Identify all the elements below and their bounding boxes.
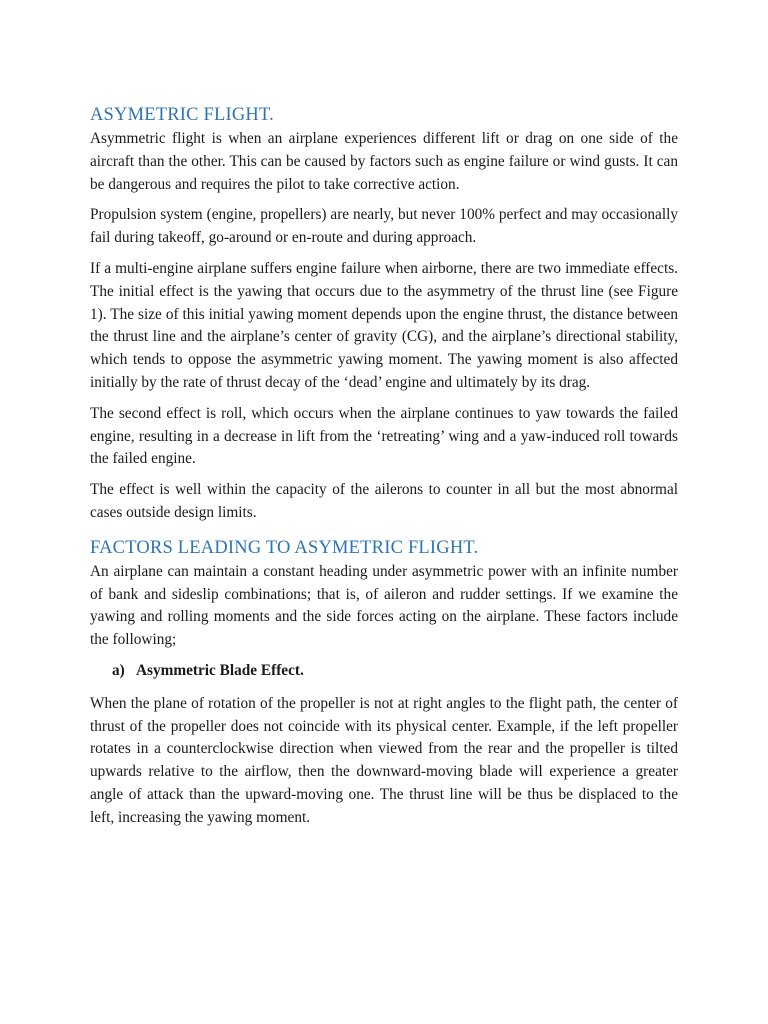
subheading-text: Asymmetric Blade Effect. [136, 661, 304, 679]
section-heading-factors: FACTORS LEADING TO ASYMETRIC FLIGHT. [90, 537, 479, 558]
paragraph: When the plane of rotation of the propeller is not at right angles to the flight path, the center of thrust of the propeller does not coincide with its physical center. Example, if the left propeller rotates in a counterclockwise direction when viewed from the rear and the propeller is tilted upwards relative to the airflow, then the downward-moving blade will experience a greater angle of attack than the upward-moving one. The thrust line will be thus be displaced to the left, increasing the yawing moment. [90, 694, 678, 826]
subheading-asymmetric-blade-effect [90, 660, 678, 683]
paragraph: Asymmetric flight is when an airplane experiences different lift or drag on one side of the aircraft than the other. This can be caused by factors such as engine failure or wind gusts. It can be dangerous and requires the pilot to take corrective action. [90, 130, 678, 193]
section-heading-asymmetric-flight: ASYMETRIC FLIGHT. [90, 105, 274, 125]
paragraph: The second effect is roll, which occurs when the airplane continues to yaw towards the failed engine, resulting in a decrease in lift from the ‘retreating’ wing and a yaw-induced roll towards the failed engine. [90, 404, 678, 468]
list-marker: a) [112, 661, 125, 679]
document-page [90, 104, 678, 838]
paragraph: The effect is well within the capacity of the ailerons to counter in all but the most abnormal cases outside design limits. [90, 481, 678, 521]
paragraph: If a multi-engine airplane suffers engine failure when airborne, there are two immediate effects. The initial effect is the yawing that occurs due to the asymmetry of the thrust line (see Figure 1). The size of this initial yawing moment depends upon the engine thrust, the distance between the thrust line and the airplane’s center of gravity (CG), and the airplane’s directional stability, which tends to oppose the asymmetric yawing moment. The yawing moment is also affected initially by the rate of thrust decay of the ‘dead’ engine and ultimately by its drag. [90, 259, 678, 391]
paragraph: Propulsion system (engine, propellers) are nearly, but never 100% perfect and may occasionally fail during takeoff, go-around or en-route and during approach. [90, 206, 678, 247]
paragraph: An airplane can maintain a constant heading under asymmetric power with an infinite number of bank and sideslip combinations; that is, of aileron and rudder settings. If we examine the yawing and rolling moments and the side forces acting on the airplane. These factors include the following; [90, 562, 678, 649]
